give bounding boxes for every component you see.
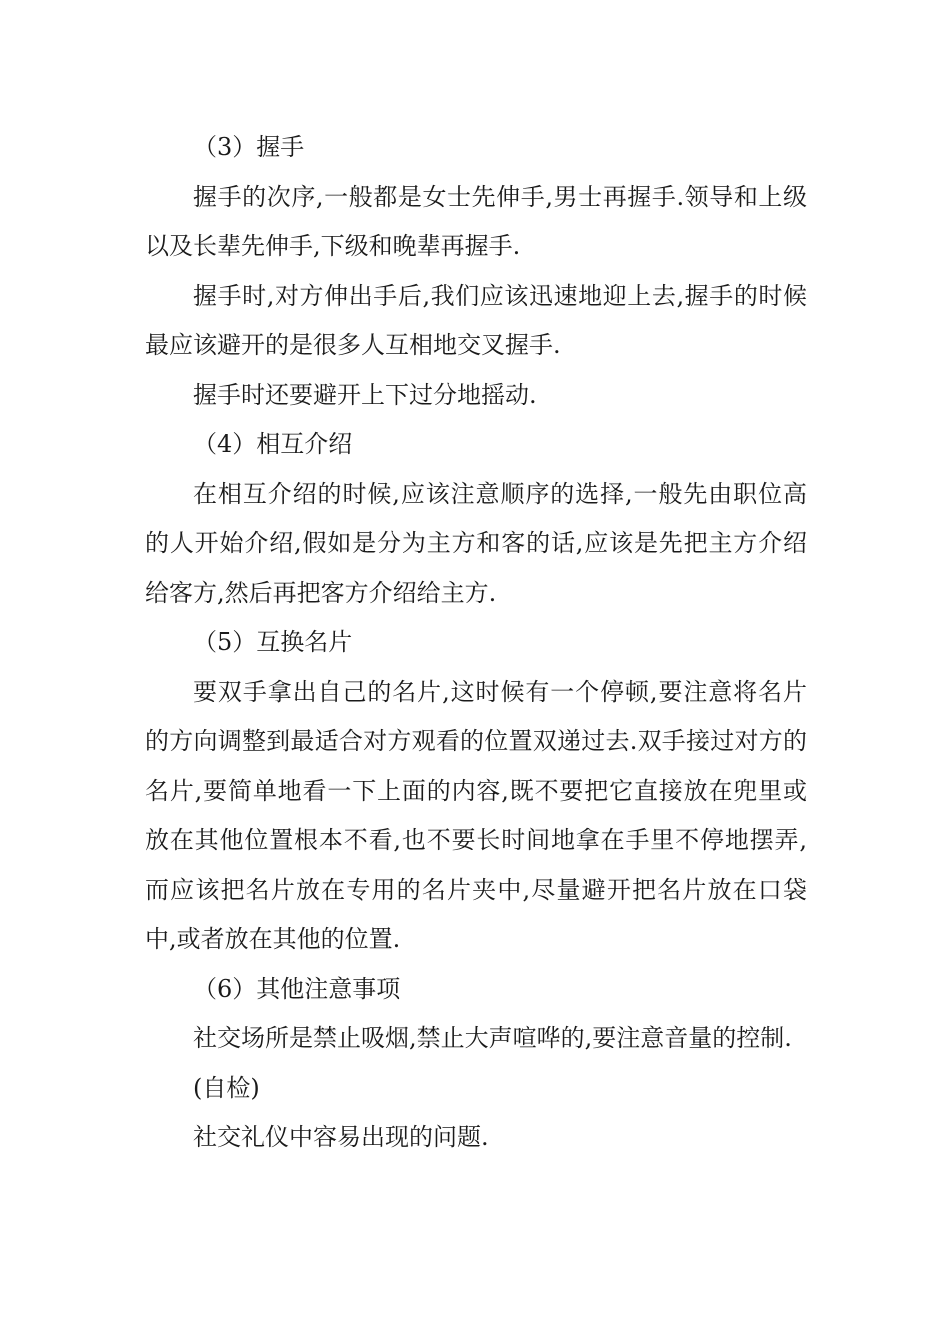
section-heading-handshake: （3）握手 [193, 133, 305, 161]
paragraph: 社交礼仪中容易出现的问题. [193, 1123, 489, 1151]
paragraph: 握手的次序,一般都是女士先伸手,男士再握手.领导和上级以及长辈先伸手,下级和晚辈再握手. [145, 182, 807, 260]
section-heading-other-notes: （6）其他注意事项 [193, 974, 401, 1003]
section-heading-introduction: （4）相互介绍 [193, 430, 353, 458]
document-body [145, 123, 807, 1163]
paragraph: 在相互介绍的时候,应该注意顺序的选择,一般先由职位高的人开始介绍,假如是分为主方和客的话,应该是先把主方介绍给客方,然后再把客方介绍给主方. [145, 479, 807, 607]
section-heading-self-check: (自检) [193, 1073, 260, 1102]
paragraph: 握手时还要避开上下过分地摇动. [193, 380, 537, 409]
paragraph: 握手时,对方伸出手后,我们应该迅速地迎上去,握手的时候最应该避开的是很多人互相地交叉握手. [145, 281, 807, 359]
paragraph: 要双手拿出自己的名片,这时候有一个停顿,要注意将名片的方向调整到最适合对方观看的位置双递过去.双手接过对方的名片,要简单地看一下上面的内容,既不要把它直接放在兜里或放在其他位置根本不看,也不要长时间地拿在手里不停地摆弄,而应该把名片放在专用的名片夹中,尽量避开把名片放在口袋中,或者放在其他的位置. [145, 677, 807, 953]
section-heading-business-cards: （5）互换名片 [193, 628, 353, 656]
paragraph: 社交场所是禁止吸烟,禁止大声喧哗的,要注意音量的控制. [193, 1024, 792, 1052]
